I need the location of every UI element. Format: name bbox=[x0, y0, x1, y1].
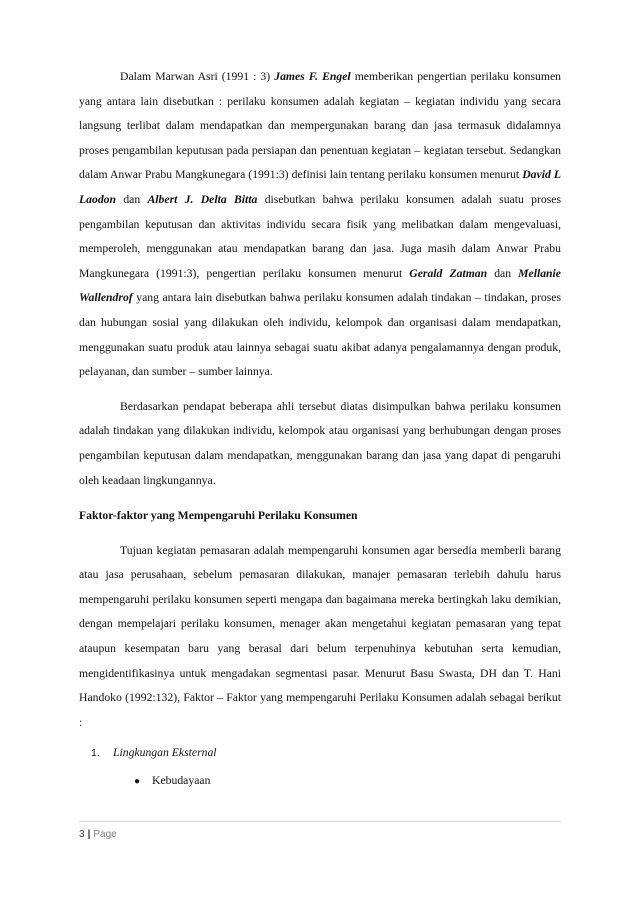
list-item-text: Lingkungan Eksternal bbox=[113, 746, 217, 760]
footer-separator: | bbox=[87, 829, 91, 840]
numbered-list-item bbox=[79, 741, 561, 766]
text-run: dan bbox=[116, 192, 148, 206]
text-run: dan bbox=[487, 266, 519, 280]
list-number: 1. bbox=[91, 747, 100, 760]
bullet-item-text: Kebudayaan bbox=[152, 774, 211, 788]
paragraph-3: Tujuan kegiatan pemasaran adalah mempengaruhi konsumen agar bersedia memberli barang atau jasa perusahaan, sebelum pemasaran dilakukan, manajer pemasaran terlebih dahulu harus mempengaruhi perilaku konsumen seperti mengapa dan bagaimana mereka bertingkah laku demikian, dengan mempelajari perilaku konsumen, menager akan mengetahui kegiatan pemasaran yang tepat ataupun kesempatan baru yang berasal dari belum terpenuhinya kebutuhan serta kemudian, mengidentifikasinya untuk mengadakan segmentasi pasar. Menurut Basu Swasta, DH dan T. Hani Handoko (1992:132), Faktor – Faktor yang mempengaruhi Perilaku Konsumen adalah sebagai berikut : bbox=[79, 543, 561, 729]
text-run: Dalam Marwan Asri (1991 : 3) bbox=[120, 70, 275, 83]
author-name: Gerald Zatman bbox=[409, 266, 488, 280]
page-label: Page bbox=[93, 829, 117, 840]
text-run: yang antara lain disebutkan bahwa perilaku konsumen adalah tindakan – tindakan, proses dan hubungan sosial yang dilakukan oleh individu, kelompok dan organisasi dalam mendapatkan, menggunakan suatu produk atau lainnya sebagai suatu akibat adanya pengalamannya dengan produk, pelayanan, dan sumber – sumber lainnya. bbox=[79, 291, 561, 379]
bullet-list-item bbox=[79, 769, 561, 795]
text-run: disebutkan bahwa perilaku konsumen adalah suatu proses pengambilan keputusan dan aktivitas individu secara fisik yang melibatkan dalam mengevaluasi, memperoleh, menggunakan atau mendapatkan barang dan jasa. Juga masih dalam Anwar Prabu Mangkunegara (1991:3), pengertian perilaku konsumen menurut bbox=[79, 192, 562, 280]
paragraph-1 bbox=[79, 65, 561, 385]
page-content bbox=[79, 65, 561, 795]
page-footer bbox=[79, 829, 117, 840]
author-name: Mellanie Wallendrof bbox=[79, 266, 561, 305]
footer-divider bbox=[79, 821, 561, 822]
bullet-icon: ● bbox=[134, 776, 141, 788]
paragraph-2: Berdasarkan pendapat beberapa ahli tersebut diatas disimpulkan bahwa perilaku konsumen adalah tindakan yang dilakukan individu, kelompok atau organisasi yang berhubungan dengan proses pengambilan keputusan dalam mendapatkan, menggunakan barang dan jasa yang dapat di pengaruhi oleh keadaan lingkungannya. bbox=[79, 399, 561, 487]
section-heading: Faktor-faktor yang Mempengaruhi Perilaku Konsumen bbox=[79, 509, 358, 523]
author-name: James F. Engel bbox=[274, 70, 351, 83]
text-run: memberikan pengertian perilaku konsumen yang antara lain disebutkan : perilaku konsumen adalah kegiatan – kegiatan individu yang secara langsung terlibat dalam mendapatkan dan mempergunakan barang dan jasa termasuk didalamnya proses pengambilan keputusan pada persiapan dan penentuan kegiatan – kegiatan tersebut. Sedangkan dalam Anwar Prabu Mangkunegara (1991:3) definisi lain tentang perilaku konsumen menurut bbox=[79, 70, 561, 182]
page-number: 3 bbox=[79, 829, 85, 840]
author-name: David L Laodon bbox=[79, 168, 561, 206]
author-name: Albert J. Delta Bitta bbox=[147, 192, 258, 206]
